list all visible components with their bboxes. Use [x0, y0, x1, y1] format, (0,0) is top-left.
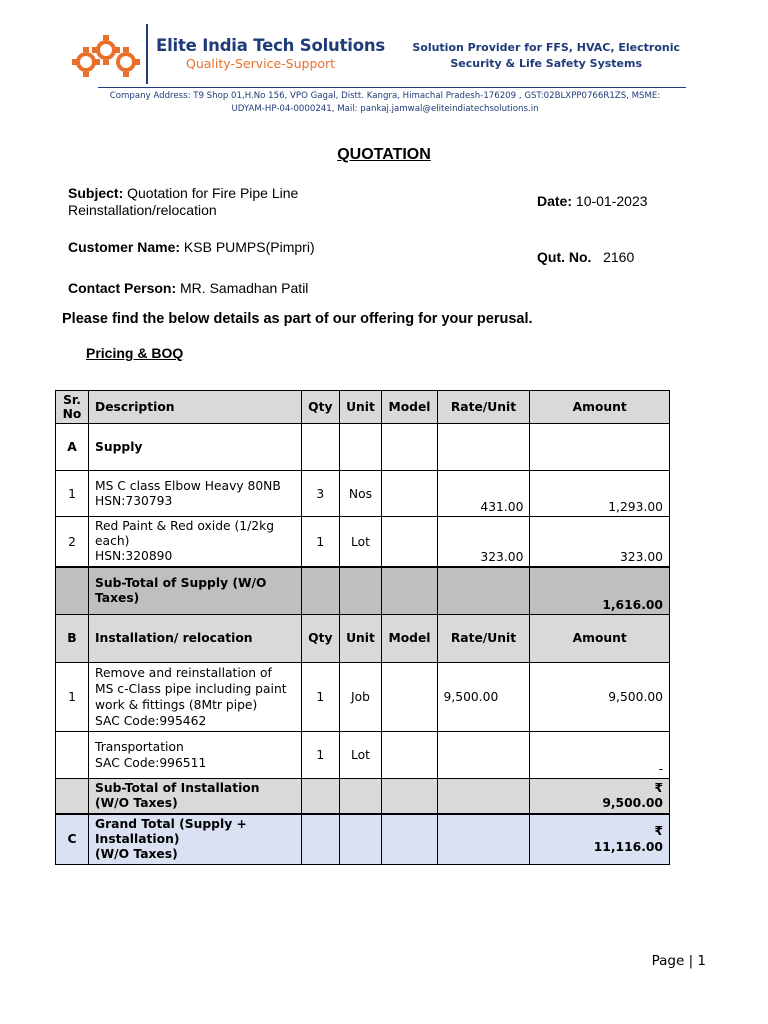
company-address [80, 90, 690, 116]
quotation-number-value: 2160 [603, 249, 635, 265]
grand-total-label: Grand Total (Supply + Installation) (W/O Taxes) [88, 814, 301, 865]
document-title: QUOTATION [337, 146, 431, 163]
subject-block [68, 185, 298, 219]
table-row [56, 517, 670, 568]
row-amount: 323.00 [530, 517, 670, 568]
boq-table [55, 390, 670, 865]
row-description: MS C class Elbow Heavy 80NB HSN:730793 [88, 471, 301, 517]
row-model [382, 517, 437, 568]
header-description: Description [88, 391, 301, 424]
header-model: Model [382, 614, 437, 662]
header-model: Model [382, 391, 437, 424]
row-model [382, 471, 437, 517]
customer-value: KSB PUMPS(Pimpri) [183, 239, 315, 255]
row-model [382, 662, 437, 731]
row-qty: 1 [302, 731, 339, 778]
contact-label: Contact Person: [68, 280, 177, 296]
contact-value: MR. Samadhan Patil [180, 280, 309, 296]
header-amount: Amount [530, 391, 670, 424]
row-rate: 9,500.00 [437, 662, 530, 731]
subject-value: Quotation for Fire Pipe Line [127, 185, 299, 201]
section-code: A [56, 424, 89, 471]
header-rate: Rate/Unit [437, 391, 530, 424]
header-amount: Amount [530, 614, 670, 662]
contact-block [68, 280, 308, 297]
intro-text: Please find the below details as part of our offering for your perusal. [62, 311, 533, 327]
customer-block [68, 239, 315, 256]
section-heading: Pricing & BOQ [86, 345, 184, 361]
section-code: B [56, 614, 89, 662]
table-row [56, 731, 670, 778]
gears-icon [72, 30, 140, 80]
header-qty: Qty [302, 391, 339, 424]
row-amount: 1,293.00 [530, 471, 670, 517]
quotation-number-label: Qut. No. [537, 249, 592, 265]
services-line-1: Solution Provider for FFS, HVAC, Electronic [412, 41, 680, 54]
grand-total-amount: ₹ 11,116.00 [530, 814, 670, 865]
date-label: Date: [537, 193, 573, 209]
subtotal-amount: ₹ 9,500.00 [530, 778, 670, 814]
header-divider [98, 87, 686, 88]
subject-label: Subject: [68, 185, 124, 201]
row-description: Remove and reinstallation of MS c-Class pipe including paint work & fittings (8Mtr pipe) SAC Code:995462 [88, 662, 301, 731]
subtotal-amount: 1,616.00 [530, 567, 670, 614]
row-rate [437, 731, 530, 778]
row-qty: 1 [302, 517, 339, 568]
row-amount: - [530, 731, 670, 778]
header-sr: Sr. No [56, 391, 89, 424]
table-row [56, 662, 670, 731]
row-amount: 9,500.00 [530, 662, 670, 731]
row-rate: 323.00 [437, 517, 530, 568]
quotation-number-block [537, 249, 634, 266]
header-rate: Rate/Unit [437, 614, 530, 662]
services-line-2: Security & Life Safety Systems [450, 57, 643, 70]
row-sr: 1 [56, 662, 89, 731]
subtotal-row-installation [56, 778, 670, 814]
date-value: 10-01-2023 [575, 193, 648, 209]
grand-code: C [56, 814, 89, 865]
row-sr [56, 731, 89, 778]
table-header-row [56, 391, 670, 424]
row-sr: 2 [56, 517, 89, 568]
row-rate: 431.00 [437, 471, 530, 517]
grand-total-row [56, 814, 670, 865]
company-tagline: Quality-Service-Support [186, 56, 336, 71]
subject-value-cont: Reinstallation/relocation [68, 202, 217, 218]
address-line-2: UDYAM-HP-04-0000241, Mail: pankaj.jamwal@eliteindiatechsolutions.in [231, 104, 539, 114]
row-unit: Lot [339, 517, 382, 568]
company-services [412, 40, 680, 72]
section-row-installation [56, 614, 670, 662]
company-name: Elite India Tech Solutions [156, 36, 386, 55]
row-unit: Job [339, 662, 382, 731]
row-qty: 3 [302, 471, 339, 517]
row-unit: Lot [339, 731, 382, 778]
logo-divider [146, 24, 148, 84]
table-row [56, 471, 670, 517]
page-number: Page | 1 [651, 953, 706, 969]
subtotal-label: Sub-Total of Supply (W/O Taxes) [88, 567, 301, 614]
header-unit: Unit [339, 391, 382, 424]
date-block [537, 193, 648, 210]
row-description: Transportation SAC Code:996511 [88, 731, 301, 778]
row-unit: Nos [339, 471, 382, 517]
header-unit: Unit [339, 614, 382, 662]
row-qty: 1 [302, 662, 339, 731]
row-sr: 1 [56, 471, 89, 517]
section-label: Installation/ relocation [88, 614, 301, 662]
customer-label: Customer Name: [68, 239, 181, 255]
row-description: Red Paint & Red oxide (1/2kg each) HSN:320890 [88, 517, 301, 568]
subtotal-row-supply [56, 567, 670, 614]
section-row-supply [56, 424, 670, 471]
address-line-1: Company Address: T9 Shop 01,H.No 156, VPO Gagal, Distt. Kangra, Himachal Pradesh-176209 , GST:02BLXPP0766R1ZS, MSME: [109, 91, 661, 101]
section-label: Supply [88, 424, 301, 471]
subtotal-label: Sub-Total of Installation (W/O Taxes) [88, 778, 301, 814]
header-qty: Qty [302, 614, 339, 662]
row-model [382, 731, 437, 778]
